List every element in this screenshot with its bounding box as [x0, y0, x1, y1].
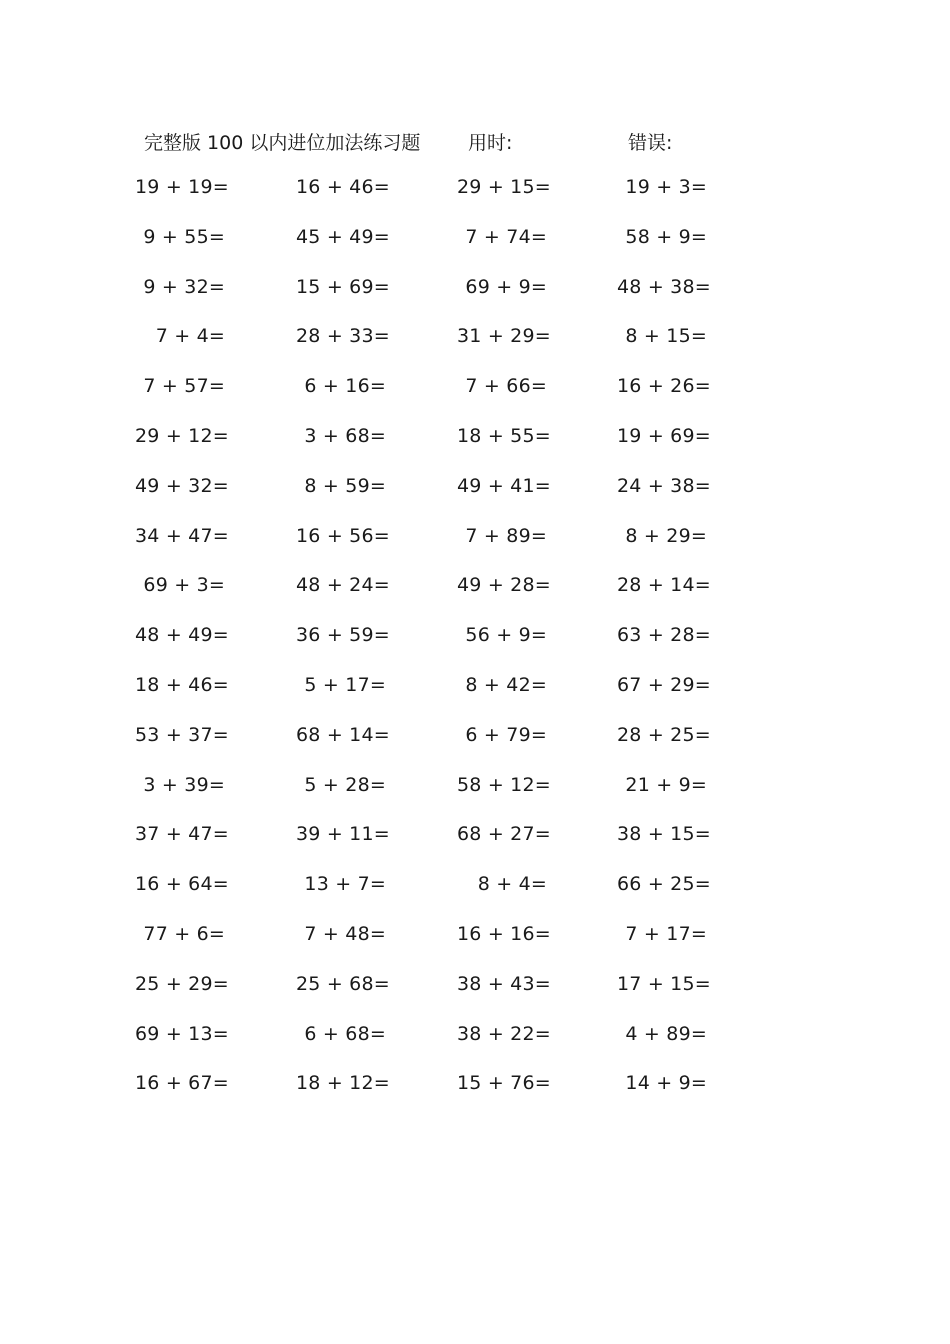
addition-problem: 18 + 12= — [296, 1072, 390, 1095]
addition-problem: 13 + 7= — [304, 873, 386, 896]
addition-problem: 18 + 55= — [457, 424, 551, 447]
addition-problem: 6 + 68= — [304, 1022, 386, 1045]
problem-row — [0, 923, 950, 973]
addition-problem: 7 + 48= — [304, 922, 386, 945]
addition-problem: 7 + 17= — [625, 922, 707, 945]
problem-row — [0, 574, 950, 624]
problem-row — [0, 1023, 950, 1073]
addition-problem: 45 + 49= — [296, 225, 390, 248]
addition-problem: 48 + 38= — [617, 275, 711, 298]
addition-problem: 25 + 68= — [296, 972, 390, 995]
worksheet-title: 完整版 100 以内进位加法练习题 — [144, 132, 421, 154]
addition-problem: 69 + 13= — [135, 1022, 229, 1045]
addition-problem: 9 + 32= — [143, 275, 225, 298]
addition-problem: 7 + 4= — [155, 325, 225, 348]
problem-row — [0, 276, 950, 326]
problem-row — [0, 525, 950, 575]
addition-problem: 8 + 59= — [304, 474, 386, 497]
addition-problem: 7 + 66= — [465, 375, 547, 398]
addition-problem: 53 + 37= — [135, 723, 229, 746]
addition-problem: 15 + 76= — [457, 1072, 551, 1095]
addition-problem: 58 + 9= — [625, 225, 707, 248]
addition-problem: 39 + 11= — [296, 823, 390, 846]
error-count-label: 错误: — [628, 132, 673, 154]
addition-problem: 69 + 9= — [465, 275, 547, 298]
addition-problem: 21 + 9= — [625, 773, 707, 796]
addition-problem: 17 + 15= — [617, 972, 711, 995]
addition-problem: 9 + 55= — [143, 225, 225, 248]
addition-problem: 7 + 89= — [465, 524, 547, 547]
problem-row — [0, 425, 950, 475]
problem-row — [0, 823, 950, 873]
problem-row — [0, 624, 950, 674]
addition-problem: 69 + 3= — [143, 574, 225, 597]
addition-problem: 4 + 89= — [625, 1022, 707, 1045]
addition-problem: 66 + 25= — [617, 873, 711, 896]
addition-problem: 8 + 29= — [625, 524, 707, 547]
addition-problem: 8 + 42= — [465, 673, 547, 696]
addition-problem: 49 + 41= — [457, 474, 551, 497]
addition-problem: 68 + 27= — [457, 823, 551, 846]
problem-row — [0, 325, 950, 375]
problem-row — [0, 1072, 950, 1122]
addition-problem: 5 + 17= — [304, 673, 386, 696]
addition-problem: 16 + 46= — [296, 176, 390, 198]
addition-problem: 48 + 49= — [135, 624, 229, 647]
problem-row — [0, 774, 950, 824]
addition-problem: 68 + 14= — [296, 723, 390, 746]
addition-problem: 7 + 57= — [143, 375, 225, 398]
addition-problem: 14 + 9= — [625, 1072, 707, 1095]
addition-problem: 29 + 15= — [457, 176, 551, 198]
addition-problem: 6 + 79= — [465, 723, 547, 746]
addition-problem: 37 + 47= — [135, 823, 229, 846]
addition-problem: 19 + 69= — [617, 424, 711, 447]
addition-problem: 7 + 74= — [465, 225, 547, 248]
problem-row — [0, 973, 950, 1023]
addition-problem: 49 + 28= — [457, 574, 551, 597]
addition-problem: 58 + 12= — [457, 773, 551, 796]
addition-problem: 28 + 33= — [296, 325, 390, 348]
problem-row — [0, 226, 950, 276]
addition-problem: 38 + 22= — [457, 1022, 551, 1045]
addition-problem: 16 + 26= — [617, 375, 711, 398]
addition-problem: 77 + 6= — [143, 922, 225, 945]
addition-problem: 38 + 15= — [617, 823, 711, 846]
addition-problem: 49 + 32= — [135, 474, 229, 497]
addition-problem: 5 + 28= — [304, 773, 386, 796]
addition-problem: 16 + 56= — [296, 524, 390, 547]
addition-problem: 63 + 28= — [617, 624, 711, 647]
time-used-label: 用时: — [468, 132, 513, 154]
problem-row — [0, 873, 950, 923]
addition-problem: 15 + 69= — [296, 275, 390, 298]
problem-row — [0, 724, 950, 774]
problem-row — [0, 375, 950, 425]
addition-problem: 6 + 16= — [304, 375, 386, 398]
addition-problem: 29 + 12= — [135, 424, 229, 447]
addition-problem: 34 + 47= — [135, 524, 229, 547]
addition-problem: 19 + 3= — [625, 176, 707, 198]
addition-problem: 19 + 19= — [135, 176, 229, 198]
addition-problem: 28 + 25= — [617, 723, 711, 746]
addition-problem: 31 + 29= — [457, 325, 551, 348]
addition-problem: 16 + 16= — [457, 922, 551, 945]
addition-problem: 28 + 14= — [617, 574, 711, 597]
addition-problem: 38 + 43= — [457, 972, 551, 995]
addition-problem: 16 + 64= — [135, 873, 229, 896]
problem-row — [0, 674, 950, 724]
addition-problem: 36 + 59= — [296, 624, 390, 647]
addition-problem: 48 + 24= — [296, 574, 390, 597]
addition-problem: 3 + 68= — [304, 424, 386, 447]
addition-problem: 8 + 15= — [625, 325, 707, 348]
addition-problem: 16 + 67= — [135, 1072, 229, 1095]
addition-problem: 8 + 4= — [477, 873, 547, 896]
problem-row — [0, 475, 950, 525]
addition-problem: 67 + 29= — [617, 673, 711, 696]
problem-row — [0, 176, 950, 226]
addition-problem: 24 + 38= — [617, 474, 711, 497]
addition-problem: 56 + 9= — [465, 624, 547, 647]
problem-grid — [0, 176, 950, 1122]
worksheet-header — [0, 128, 950, 158]
addition-problem: 25 + 29= — [135, 972, 229, 995]
addition-problem: 3 + 39= — [143, 773, 225, 796]
addition-problem: 18 + 46= — [135, 673, 229, 696]
